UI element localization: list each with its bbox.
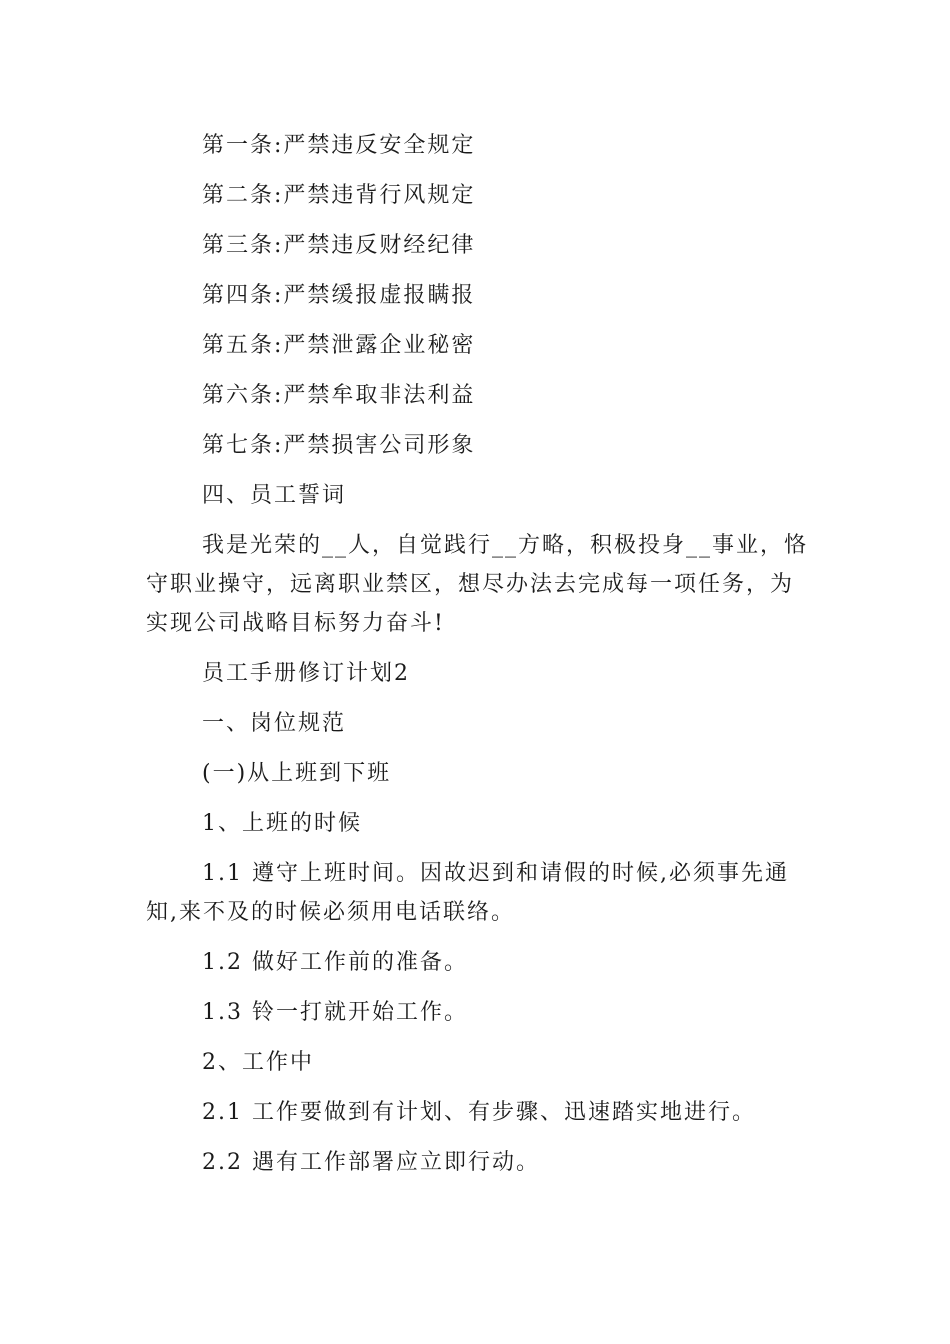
item-1-3: 1.3 铃一打就开始工作。 (202, 1000, 468, 1025)
document-title-2: 员工手册修订计划2 (202, 661, 410, 686)
oath-paragraph: 我是光荣的__人，自觉践行__方略，积极投身__事业，恪守职业操守，远离职业禁区，想尽办法去完成每一项任务，为实现公司战略目标努力奋斗! (146, 533, 809, 636)
clause-1: 第一条:严禁违反安全规定 (202, 133, 476, 158)
item-1-1: 1.1 遵守上班时间。因故迟到和请假的时候,必须事先通知,来不及的时候必须用电话联络。 (146, 861, 789, 925)
clause-7: 第七条:严禁损害公司形象 (202, 433, 476, 458)
item-1-2: 1.2 做好工作前的准备。 (202, 950, 468, 975)
clause-4: 第四条:严禁缓报虚报瞒报 (202, 283, 476, 308)
clause-3: 第三条:严禁违反财经纪律 (202, 233, 476, 258)
item-2-1: 2.1 工作要做到有计划、有步骤、迅速踏实地进行。 (202, 1100, 756, 1125)
clause-6: 第六条:严禁牟取非法利益 (202, 383, 476, 408)
item-heading-1: 1、上班的时候 (202, 811, 362, 836)
section-heading-post-norms: 一、岗位规范 (202, 711, 347, 736)
section-heading-oath: 四、员工誓词 (202, 483, 347, 508)
document-page (146, 126, 810, 1193)
item-heading-2: 2、工作中 (202, 1050, 314, 1075)
clause-2: 第二条:严禁违背行风规定 (202, 183, 476, 208)
subsection-heading: (一)从上班到下班 (202, 761, 392, 786)
item-2-2: 2.2 遇有工作部署应立即行动。 (202, 1150, 540, 1175)
clause-5: 第五条:严禁泄露企业秘密 (202, 333, 476, 358)
